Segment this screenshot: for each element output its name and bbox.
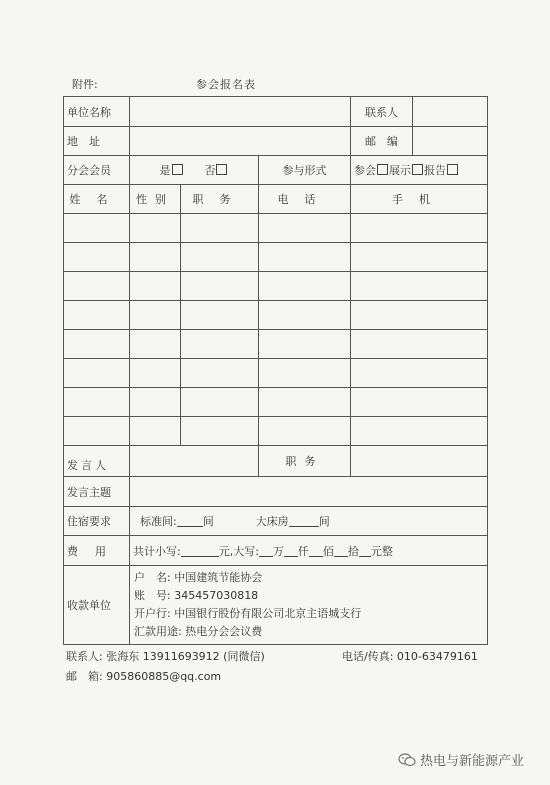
- member-label: 分会会员: [64, 156, 130, 185]
- watermark-text: 热电与新能源产业: [420, 754, 525, 769]
- postcode-field[interactable]: [413, 127, 488, 156]
- table-row: [64, 243, 488, 272]
- unit-name-field[interactable]: [130, 97, 351, 127]
- footer-phone-fax: 电话/传真: 010-63479161: [342, 650, 478, 663]
- table-row: [64, 301, 488, 330]
- row-lodging: [64, 507, 488, 536]
- row-payee: [64, 566, 488, 645]
- no-checkbox[interactable]: [216, 164, 227, 175]
- participation-label: 参与形式: [259, 156, 351, 185]
- remit-purpose: 汇款用途: 热电分会会议费: [134, 625, 263, 638]
- big-bed-room-label: 大床房: [255, 515, 289, 528]
- footer-contact: 联系人: 张海东 13911693912 (同微信): [66, 650, 265, 663]
- attend-checkbox[interactable]: [377, 164, 388, 175]
- payee-details: [130, 566, 488, 645]
- speaker-field[interactable]: [130, 446, 259, 477]
- yes-checkbox[interactable]: [172, 164, 183, 175]
- participation-options: [351, 156, 488, 185]
- col-mobile-header: 手机: [351, 185, 488, 214]
- postcode-label: 邮 编: [351, 127, 413, 156]
- table-row: [64, 330, 488, 359]
- address-field[interactable]: [130, 127, 351, 156]
- unit-name-label: 单位名称: [64, 97, 130, 127]
- bank-name: 开户行: 中国银行股份有限公司北京主语城支行: [134, 607, 362, 620]
- row-speaker: [64, 446, 488, 477]
- table-row: [64, 359, 488, 388]
- col-name-header: 姓名: [64, 185, 130, 214]
- topic-label: 发言主题: [64, 477, 130, 507]
- payee-label: 收款单位: [64, 566, 130, 645]
- attachment-label: 附件:: [72, 78, 98, 91]
- speaker-position-field[interactable]: [351, 446, 488, 477]
- member-options: [130, 156, 259, 185]
- registration-table: [63, 96, 488, 645]
- subtotal-lower-blank[interactable]: [181, 545, 219, 557]
- fee-field: 共计小写: 元,大写: 万 仟 佰 拾 元整: [130, 536, 488, 566]
- speaker-label: 发言人: [64, 446, 130, 477]
- row-column-headers: [64, 185, 488, 214]
- row-topic: [64, 477, 488, 507]
- subtotal-lower-label: 共计小写:: [133, 544, 181, 558]
- exhibit-label: 展示: [389, 164, 412, 177]
- form-title: 参会报名表: [196, 78, 256, 91]
- contact-field[interactable]: [413, 97, 488, 127]
- topic-field[interactable]: [130, 477, 488, 507]
- fee-label: 费 用: [64, 536, 130, 566]
- lodging-label: 住宿要求: [64, 507, 130, 536]
- lodging-field: 标准间: 间 大床房 间: [130, 507, 488, 536]
- col-gender-header: 性别: [130, 185, 181, 214]
- yes-label: 是: [159, 164, 171, 177]
- row-fee: [64, 536, 488, 566]
- footer-email: 邮 箱: 905860885@qq.com: [66, 670, 222, 683]
- standard-room-label: 标准间:: [140, 515, 177, 528]
- row-member: [64, 156, 488, 185]
- account-number: 账 号: 345457030818: [134, 589, 259, 602]
- standard-room-blank[interactable]: [177, 515, 203, 527]
- table-row: [64, 272, 488, 301]
- col-position-header: 职务: [181, 185, 259, 214]
- table-row: [64, 417, 488, 446]
- table-row: [64, 214, 488, 243]
- account-name: 户 名: 中国建筑节能协会: [134, 571, 263, 584]
- row-address: [64, 127, 488, 156]
- address-label: 地 址: [64, 127, 130, 156]
- wechat-icon: [398, 753, 416, 767]
- watermark: [398, 750, 524, 769]
- speaker-position-label: 职务: [259, 446, 351, 477]
- contact-label: 联系人: [351, 97, 413, 127]
- exhibit-checkbox[interactable]: [412, 164, 423, 175]
- row-unit-name: [64, 97, 488, 127]
- col-phone-header: 电话: [259, 185, 351, 214]
- big-bed-room-blank[interactable]: [289, 515, 319, 527]
- no-label: 否: [204, 164, 216, 177]
- attend-label: 参会: [354, 164, 377, 177]
- report-label: 报告: [424, 164, 447, 177]
- report-checkbox[interactable]: [447, 164, 458, 175]
- table-row: [64, 388, 488, 417]
